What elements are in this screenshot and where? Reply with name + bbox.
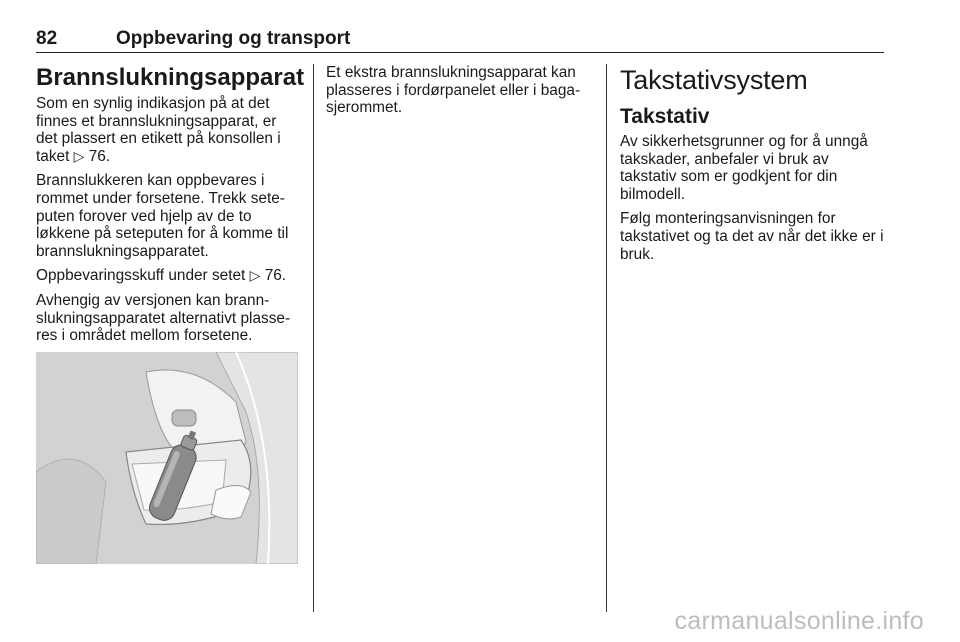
paragraph: Som en synlig indikasjon på at det finnes et brannslukningsapparat, er det plassert en etikett på konsollen i taket ▷ 76. — [36, 95, 281, 165]
paragraph: Av sikkerhetsgrunner og for å unngå takskader, anbefaler vi bruk av takstativ som er godkjent for din bilmodell. — [620, 133, 868, 203]
column-left — [36, 64, 305, 352]
page-reference[interactable]: 76. — [88, 147, 111, 165]
paragraph: Brannslukkeren kan oppbevares i rommet under forsetene. Trekk sete-puten forover ved hjelp av de to løkkene på seteputen for å komme til brannslukningsapparatet. — [36, 172, 289, 260]
paragraph: Følg monteringsanvisningen for takstativet og ta det av når det ikke er i bruk. — [620, 210, 884, 263]
column-right — [620, 64, 888, 270]
section-heading-fire-extinguisher: Brannslukningsapparat — [36, 64, 305, 91]
paragraph: Avhengig av versjonen kan brann-slukningsapparatet alternativt plasse-res i området mellom forsetene. — [36, 291, 291, 345]
page-reference[interactable]: 76. — [264, 267, 287, 285]
triangle-reference-icon[interactable]: ▷ — [73, 147, 85, 164]
watermark: carmanualsonline.info — [674, 607, 924, 635]
column-divider — [606, 64, 607, 612]
page-number: 82 — [36, 28, 58, 49]
paragraph: Oppbevaringsskuff under setet ▷ 76. — [36, 267, 287, 285]
page-header — [36, 26, 884, 53]
triangle-reference-icon[interactable]: ▷ — [249, 267, 261, 284]
running-title: Oppbevaring og transport — [116, 28, 351, 49]
column-middle — [326, 64, 594, 124]
paragraph: Et ekstra brannslukningsapparat kan plasseres i fordørpanelet eller i baga-sjerommet. — [326, 64, 581, 117]
section-heading-roof-rack-system: Takstativsystem — [620, 65, 808, 95]
subsection-heading-roof-rack: Takstativ — [620, 105, 710, 128]
column-divider — [313, 64, 314, 612]
fire-extinguisher-illustration — [36, 352, 298, 564]
